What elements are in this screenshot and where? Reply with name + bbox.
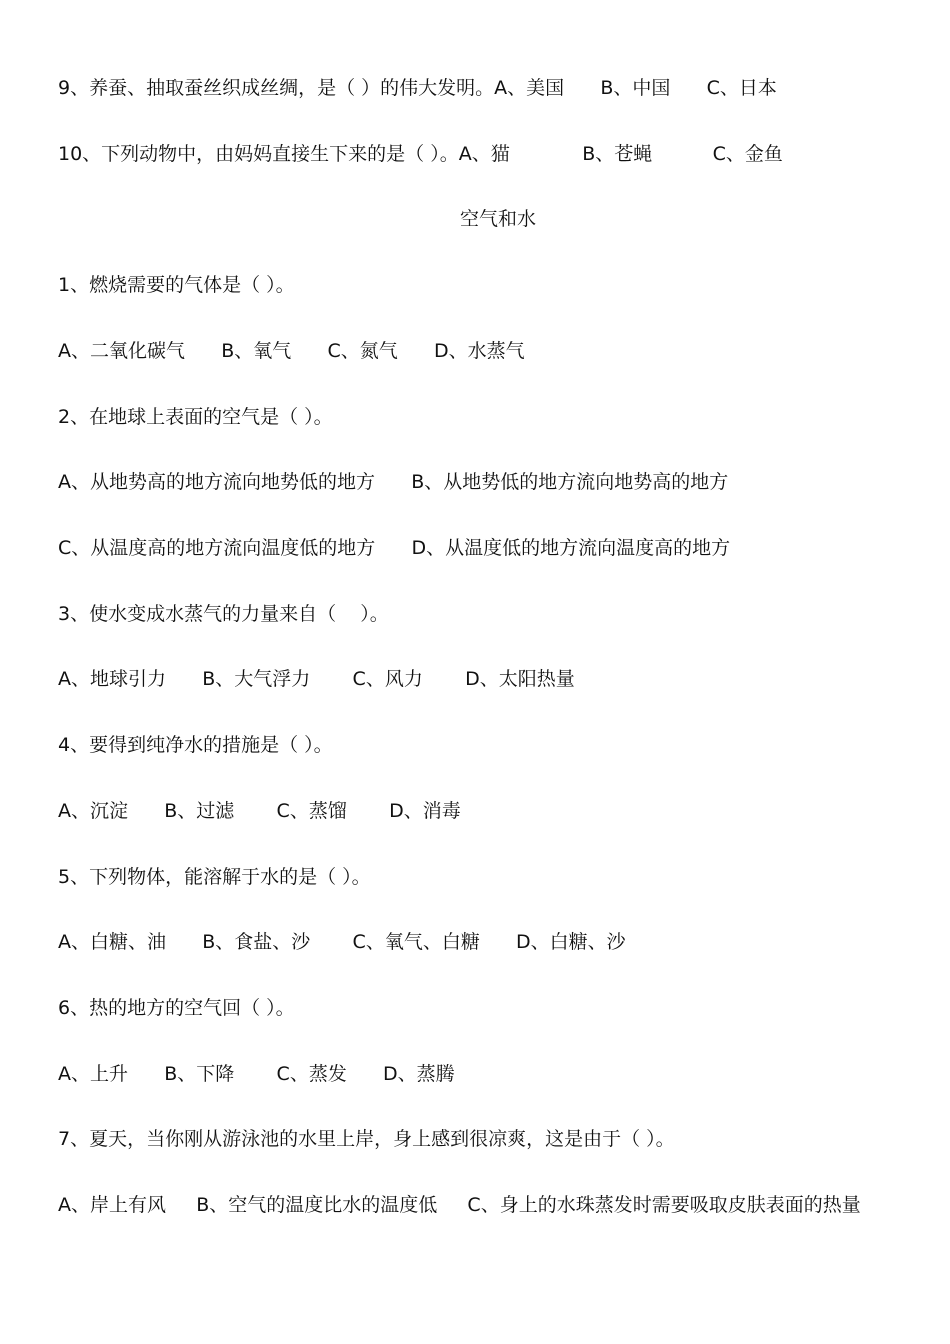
question-3: 3、使水变成水蒸气的力量来自（ ）。 (58, 603, 389, 625)
question-5: 5、下列物体，能溶解于水的是（ ）。 (58, 866, 371, 888)
question-4-options: A、沉淀 B、过滤 C、蒸馏 D、消毒 (58, 800, 461, 822)
question-1: 1、燃烧需要的气体是（ ）。 (58, 274, 295, 296)
question-2: 2、在地球上表面的空气是（ ）。 (58, 406, 333, 428)
question-2-options-cd: C、从温度高的地方流向温度低的地方 D、从温度低的地方流向温度高的地方 (58, 537, 731, 559)
question-7: 7、夏天，当你刚从游泳池的水里上岸，身上感到很凉爽，这是由于（ ）。 (58, 1128, 675, 1150)
question-3-options: A、地球引力 B、大气浮力 C、风力 D、太阳热量 (58, 668, 575, 690)
question-6: 6、热的地方的空气回（ ）。 (58, 997, 295, 1019)
question-4: 4、要得到纯净水的措施是（ ）。 (58, 734, 333, 756)
question-2-options-ab: A、从地势高的地方流向地势低的地方 B、从地势低的地方流向地势高的地方 (58, 471, 729, 493)
question-5-options: A、白糖、油 B、食盐、沙 C、氧气、白糖 D、白糖、沙 (58, 931, 626, 953)
question-6-options: A、上升 B、下降 C、蒸发 D、蒸腾 (58, 1063, 455, 1085)
question-1-options: A、二氧化碳气 B、氧气 C、氮气 D、水蒸气 (58, 340, 525, 362)
question-9: 9、养蚕、抽取蚕丝织成丝绸，是（ ）的伟大发明。A、美国 B、中国 C、日本 (58, 77, 777, 99)
section-title: 空气和水 (459, 208, 536, 230)
question-10: 10、下列动物中，由妈妈直接生下来的是（ ）。A、猫 B、苍蝇 C、金鱼 (58, 143, 783, 165)
question-7-options: A、岸上有风 B、空气的温度比水的温度低 C、身上的水珠蒸发时需要吸取皮肤表面的热量 (58, 1194, 861, 1216)
